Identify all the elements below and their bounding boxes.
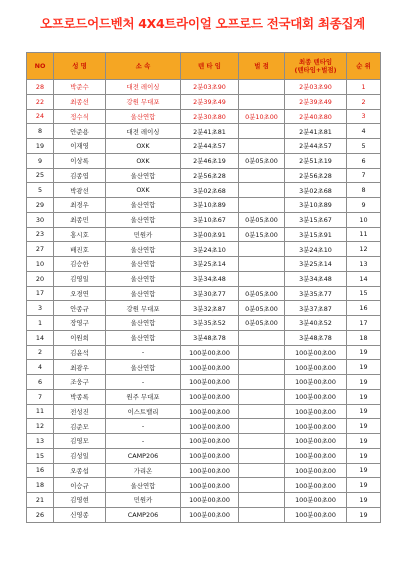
cell-penalty: 0분15초00 — [239, 227, 285, 242]
cell-no: 9 — [27, 153, 54, 168]
table-row — [27, 271, 381, 286]
cell-rank: 19 — [347, 419, 381, 434]
table-row — [27, 212, 381, 227]
table-row — [27, 153, 381, 168]
cell-no: 15 — [27, 448, 54, 463]
cell-rank: 16 — [347, 301, 381, 316]
cell-no: 11 — [27, 404, 54, 419]
cell-no: 22 — [27, 94, 54, 109]
cell-team: 대전 레이싱 — [106, 124, 181, 139]
cell-rank: 11 — [347, 227, 381, 242]
cell-name: 김승한 — [54, 257, 106, 272]
cell-penalty — [239, 168, 285, 183]
cell-no: 14 — [27, 330, 54, 345]
cell-final: 100분00초00 — [285, 478, 347, 493]
cell-final: 3분34초48 — [285, 271, 347, 286]
table-row — [27, 168, 381, 183]
cell-no: 8 — [27, 124, 54, 139]
results-body — [27, 80, 381, 523]
table-row — [27, 434, 381, 449]
cell-team: 강원 무대포 — [106, 301, 181, 316]
cell-rank: 13 — [347, 257, 381, 272]
cell-team: - — [106, 419, 181, 434]
cell-name: 오경연 — [54, 286, 106, 301]
cell-penalty — [239, 375, 285, 390]
table-row — [27, 493, 381, 508]
cell-no: 24 — [27, 109, 54, 124]
cell-name: 박준수 — [54, 80, 106, 95]
cell-name: 최종선 — [54, 94, 106, 109]
cell-time: 3분34초48 — [181, 271, 239, 286]
cell-team: OXK — [106, 139, 181, 154]
cell-final: 100분00초00 — [285, 463, 347, 478]
cell-time: 100분00초00 — [181, 360, 239, 375]
cell-rank: 3 — [347, 109, 381, 124]
cell-team: 울산연합 — [106, 330, 181, 345]
cell-rank: 2 — [347, 94, 381, 109]
cell-final: 2분51초19 — [285, 153, 347, 168]
cell-time: 100분00초00 — [181, 478, 239, 493]
cell-no: 30 — [27, 212, 54, 227]
cell-penalty: 0분05초00 — [239, 286, 285, 301]
cell-time: 100분00초00 — [181, 493, 239, 508]
cell-rank: 9 — [347, 198, 381, 213]
cell-name: 김성일 — [54, 448, 106, 463]
header-final — [285, 53, 347, 80]
cell-name: 김종엽 — [54, 168, 106, 183]
header-rank: 순 위 — [347, 53, 381, 80]
cell-team: 강원 무대포 — [106, 94, 181, 109]
table-row — [27, 257, 381, 272]
cell-team: 울산연합 — [106, 257, 181, 272]
cell-name: 김준모 — [54, 419, 106, 434]
cell-no: 28 — [27, 80, 54, 95]
cell-team: 울산연합 — [106, 478, 181, 493]
cell-final: 100분00초00 — [285, 507, 347, 522]
cell-penalty — [239, 139, 285, 154]
cell-final: 100분00초00 — [285, 434, 347, 449]
cell-final: 3분15초67 — [285, 212, 347, 227]
cell-final: 3분02초68 — [285, 183, 347, 198]
cell-final: 100분00초00 — [285, 375, 347, 390]
cell-rank: 8 — [347, 183, 381, 198]
cell-time: 2분03초90 — [181, 80, 239, 95]
cell-team: CAMP206 — [106, 448, 181, 463]
cell-name: 정수식 — [54, 109, 106, 124]
cell-penalty — [239, 478, 285, 493]
table-row — [27, 316, 381, 331]
cell-team: - — [106, 345, 181, 360]
cell-time: 3분24초10 — [181, 242, 239, 257]
table-row — [27, 139, 381, 154]
cell-team: 가리온 — [106, 463, 181, 478]
cell-rank: 19 — [347, 448, 381, 463]
header-penalty: 벌 점 — [239, 53, 285, 80]
cell-name: 안준용 — [54, 124, 106, 139]
table-row — [27, 345, 381, 360]
cell-name: 김영일 — [54, 271, 106, 286]
table-row — [27, 463, 381, 478]
cell-no: 25 — [27, 168, 54, 183]
cell-penalty — [239, 257, 285, 272]
header-time: 텐 타 임 — [181, 53, 239, 80]
cell-no: 5 — [27, 183, 54, 198]
cell-no: 4 — [27, 360, 54, 375]
cell-final: 3분10초89 — [285, 198, 347, 213]
table-row — [27, 360, 381, 375]
cell-no: 17 — [27, 286, 54, 301]
cell-team: 울산연합 — [106, 360, 181, 375]
cell-rank: 19 — [347, 404, 381, 419]
cell-time: 3분00초91 — [181, 227, 239, 242]
cell-penalty — [239, 507, 285, 522]
cell-name: 최경우 — [54, 198, 106, 213]
cell-no: 6 — [27, 375, 54, 390]
cell-rank: 14 — [347, 271, 381, 286]
cell-penalty — [239, 183, 285, 198]
cell-name: 홍시호 — [54, 227, 106, 242]
cell-no: 18 — [27, 478, 54, 493]
cell-final: 3분24초10 — [285, 242, 347, 257]
table-row — [27, 242, 381, 257]
header-final-line2: (텐타임+벌점) — [294, 66, 337, 74]
cell-team: OXK — [106, 153, 181, 168]
cell-final: 2분41초81 — [285, 124, 347, 139]
cell-team: 원주 무대포 — [106, 389, 181, 404]
cell-team: 울산연합 — [106, 198, 181, 213]
cell-name: 이승규 — [54, 478, 106, 493]
cell-team: 울산연합 — [106, 212, 181, 227]
cell-rank: 19 — [347, 493, 381, 508]
cell-team: 울산연합 — [106, 316, 181, 331]
cell-penalty — [239, 448, 285, 463]
cell-name: 오종섭 — [54, 463, 106, 478]
cell-rank: 19 — [347, 434, 381, 449]
cell-final: 2분44초57 — [285, 139, 347, 154]
cell-no: 29 — [27, 198, 54, 213]
cell-team: 울산연합 — [106, 286, 181, 301]
cell-time: 2분39초49 — [181, 94, 239, 109]
cell-final: 2분40초80 — [285, 109, 347, 124]
cell-rank: 18 — [347, 330, 381, 345]
cell-penalty — [239, 124, 285, 139]
cell-final: 100분00초00 — [285, 419, 347, 434]
cell-penalty — [239, 389, 285, 404]
cell-penalty: 0분05초00 — [239, 301, 285, 316]
cell-no: 7 — [27, 389, 54, 404]
cell-final: 100분00초00 — [285, 493, 347, 508]
cell-time: 100분00초00 — [181, 463, 239, 478]
cell-rank: 5 — [347, 139, 381, 154]
header-team: 소 속 — [106, 53, 181, 80]
cell-no: 21 — [27, 493, 54, 508]
cell-final: 100분00초00 — [285, 404, 347, 419]
cell-time: 2분44초57 — [181, 139, 239, 154]
cell-time: 3분25초14 — [181, 257, 239, 272]
cell-penalty — [239, 404, 285, 419]
cell-team: 민원카 — [106, 227, 181, 242]
cell-team: - — [106, 434, 181, 449]
cell-rank: 10 — [347, 212, 381, 227]
cell-time: 100분00초00 — [181, 419, 239, 434]
cell-rank: 19 — [347, 507, 381, 522]
cell-penalty — [239, 198, 285, 213]
cell-rank: 4 — [347, 124, 381, 139]
cell-time: 2분46초19 — [181, 153, 239, 168]
results-table — [26, 52, 381, 523]
cell-time: 2분56초28 — [181, 168, 239, 183]
cell-team: 민원카 — [106, 493, 181, 508]
cell-name: 전성진 — [54, 404, 106, 419]
cell-team: 대전 레이싱 — [106, 80, 181, 95]
cell-final: 100분00초00 — [285, 448, 347, 463]
cell-time: 100분00초00 — [181, 404, 239, 419]
table-row — [27, 419, 381, 434]
cell-time: 100분00초00 — [181, 375, 239, 390]
cell-time: 3분32초87 — [181, 301, 239, 316]
table-row — [27, 375, 381, 390]
cell-time: 100분00초00 — [181, 434, 239, 449]
table-row — [27, 183, 381, 198]
cell-rank: 1 — [347, 80, 381, 95]
cell-rank: 7 — [347, 168, 381, 183]
cell-name: 김영현 — [54, 493, 106, 508]
cell-rank: 19 — [347, 360, 381, 375]
cell-rank: 19 — [347, 389, 381, 404]
cell-team: 울산연합 — [106, 168, 181, 183]
cell-final: 3분35초77 — [285, 286, 347, 301]
table-row — [27, 227, 381, 242]
cell-name: 박종록 — [54, 389, 106, 404]
page-title: 오프로드어드벤처 4X4트라이얼 오프로드 전국대회 최종집계 — [40, 16, 365, 31]
cell-final: 3분48초78 — [285, 330, 347, 345]
table-row — [27, 404, 381, 419]
cell-name: 최종민 — [54, 212, 106, 227]
cell-penalty: 0분05초00 — [239, 316, 285, 331]
cell-team: 울산연합 — [106, 271, 181, 286]
cell-final: 2분03초90 — [285, 80, 347, 95]
table-row — [27, 109, 381, 124]
cell-no: 12 — [27, 419, 54, 434]
cell-no: 1 — [27, 316, 54, 331]
cell-penalty — [239, 271, 285, 286]
header-name: 성 명 — [54, 53, 106, 80]
cell-team: - — [106, 375, 181, 390]
cell-no: 16 — [27, 463, 54, 478]
cell-name: 배진호 — [54, 242, 106, 257]
cell-time: 3분30초77 — [181, 286, 239, 301]
table-row — [27, 389, 381, 404]
cell-time: 100분00초00 — [181, 507, 239, 522]
cell-rank: 19 — [347, 463, 381, 478]
cell-name: 박광선 — [54, 183, 106, 198]
cell-time: 100분00초00 — [181, 389, 239, 404]
table-row — [27, 448, 381, 463]
cell-penalty — [239, 463, 285, 478]
cell-team: 이스트밸리 — [106, 404, 181, 419]
cell-team: 울산연합 — [106, 109, 181, 124]
table-row — [27, 94, 381, 109]
cell-penalty: 0분05초00 — [239, 212, 285, 227]
table-row — [27, 198, 381, 213]
cell-penalty — [239, 345, 285, 360]
cell-final: 100분00초00 — [285, 345, 347, 360]
cell-name: 이상록 — [54, 153, 106, 168]
cell-no: 19 — [27, 139, 54, 154]
header-row — [27, 53, 381, 80]
cell-time: 100분00초00 — [181, 448, 239, 463]
cell-penalty — [239, 242, 285, 257]
cell-name: 장영구 — [54, 316, 106, 331]
cell-rank: 17 — [347, 316, 381, 331]
cell-rank: 19 — [347, 375, 381, 390]
cell-time: 2분41초81 — [181, 124, 239, 139]
cell-name: 조웅구 — [54, 375, 106, 390]
table-row — [27, 507, 381, 522]
cell-final: 3분25초14 — [285, 257, 347, 272]
cell-penalty — [239, 330, 285, 345]
table-row — [27, 124, 381, 139]
cell-penalty — [239, 80, 285, 95]
cell-final: 3분37초87 — [285, 301, 347, 316]
cell-time: 3분35초52 — [181, 316, 239, 331]
table-row — [27, 286, 381, 301]
cell-no: 10 — [27, 257, 54, 272]
table-row — [27, 301, 381, 316]
cell-no: 3 — [27, 301, 54, 316]
cell-final: 100분00초00 — [285, 389, 347, 404]
cell-final: 3분40초52 — [285, 316, 347, 331]
cell-team: CAMP206 — [106, 507, 181, 522]
cell-final: 3분15초91 — [285, 227, 347, 242]
cell-penalty — [239, 419, 285, 434]
header-no: NO — [27, 53, 54, 80]
cell-name: 이원희 — [54, 330, 106, 345]
cell-penalty — [239, 94, 285, 109]
cell-time: 2분30초80 — [181, 109, 239, 124]
cell-name: 이재영 — [54, 139, 106, 154]
table-row — [27, 478, 381, 493]
cell-penalty: 0분10초00 — [239, 109, 285, 124]
cell-rank: 19 — [347, 478, 381, 493]
cell-no: 23 — [27, 227, 54, 242]
cell-time: 3분48초78 — [181, 330, 239, 345]
table-row — [27, 80, 381, 95]
cell-no: 27 — [27, 242, 54, 257]
cell-no: 13 — [27, 434, 54, 449]
cell-rank: 6 — [347, 153, 381, 168]
table-row — [27, 330, 381, 345]
cell-time: 3분10초89 — [181, 198, 239, 213]
cell-name: 김윤석 — [54, 345, 106, 360]
cell-rank: 19 — [347, 345, 381, 360]
cell-penalty — [239, 434, 285, 449]
cell-no: 20 — [27, 271, 54, 286]
cell-time: 3분02초68 — [181, 183, 239, 198]
cell-penalty — [239, 493, 285, 508]
cell-no: 2 — [27, 345, 54, 360]
cell-name: 최광우 — [54, 360, 106, 375]
cell-name: 김영모 — [54, 434, 106, 449]
cell-rank: 12 — [347, 242, 381, 257]
cell-team: 울산연합 — [106, 242, 181, 257]
cell-name: 신영종 — [54, 507, 106, 522]
cell-time: 100분00초00 — [181, 345, 239, 360]
header-final-line1: 최종 텐타임 — [298, 58, 333, 66]
cell-final: 100분00초00 — [285, 360, 347, 375]
cell-rank: 15 — [347, 286, 381, 301]
cell-final: 2분39초49 — [285, 94, 347, 109]
cell-time: 3분10초67 — [181, 212, 239, 227]
cell-penalty — [239, 360, 285, 375]
cell-final: 2분56초28 — [285, 168, 347, 183]
cell-team: OXK — [106, 183, 181, 198]
cell-penalty: 0분05초00 — [239, 153, 285, 168]
cell-no: 26 — [27, 507, 54, 522]
cell-name: 안종규 — [54, 301, 106, 316]
